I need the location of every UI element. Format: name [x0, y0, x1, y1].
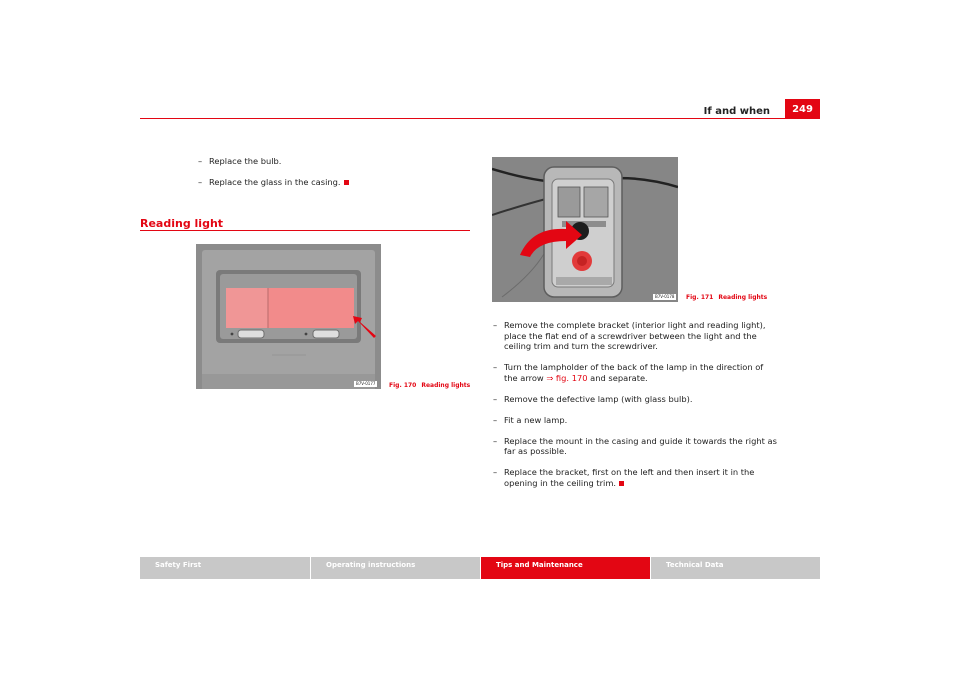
- footer-tab-technical-data[interactable]: Technical Data: [651, 557, 820, 579]
- list-item: – Fit a new lamp.: [493, 414, 568, 425]
- footer-tab-tips-and-maintenance[interactable]: Tips and Maintenance: [481, 557, 650, 579]
- lampholder-illustration: [492, 157, 678, 302]
- footer-tab-safety-first[interactable]: Safety First: [140, 557, 310, 579]
- figure-171-image: [492, 157, 678, 302]
- page-header-title: If and when: [703, 106, 770, 117]
- caption-title: Reading lights: [421, 382, 471, 389]
- figure-170-link[interactable]: ⇒ fig. 170: [546, 372, 588, 383]
- list-item: – Replace the mount in the casing and guide it towards the right as far as possible.: [493, 435, 777, 456]
- section-end-marker: [619, 481, 624, 486]
- figure-170-caption: [389, 382, 470, 389]
- figure-171-caption: [686, 294, 767, 301]
- list-item: – Replace the bracket, first on the left and then insert it in the opening in the ceiling trim.: [493, 467, 755, 488]
- section-rule: [140, 230, 470, 231]
- page-number: 249: [785, 99, 820, 119]
- figure-code: B7V-0178: [655, 294, 675, 299]
- section-end-marker: [344, 180, 349, 185]
- figure-170-image: [196, 244, 381, 389]
- caption-title: Reading lights: [718, 294, 768, 301]
- list-item: – Replace the bulb.: [198, 156, 282, 166]
- list-item: – Remove the complete bracket (interior light and reading light), place the flat end of a screwdriver between the light and the ceiling trim and turn the screwdriver.: [493, 320, 766, 351]
- list-item: – Turn the lampholder of the back of the lamp in the direction of the arrow ⇒ fig. 170 and separate.: [493, 362, 764, 383]
- footer-tab-operating-instructions[interactable]: Operating instructions: [311, 557, 480, 579]
- reading-light-steps: [493, 320, 777, 499]
- list-item: – Remove the defective lamp (with glass bulb).: [493, 393, 693, 404]
- figure-code: B7V-0177: [356, 381, 376, 386]
- reading-light-illustration: [196, 244, 381, 389]
- list-item: – Replace the glass in the casing.: [198, 177, 468, 188]
- section-heading: Reading light: [140, 217, 224, 230]
- caption-label: Fig. 170: [389, 382, 417, 389]
- top-step-list: [198, 156, 468, 198]
- footer-nav: [140, 557, 820, 579]
- caption-label: Fig. 171: [686, 294, 714, 301]
- header-rule: [140, 118, 820, 119]
